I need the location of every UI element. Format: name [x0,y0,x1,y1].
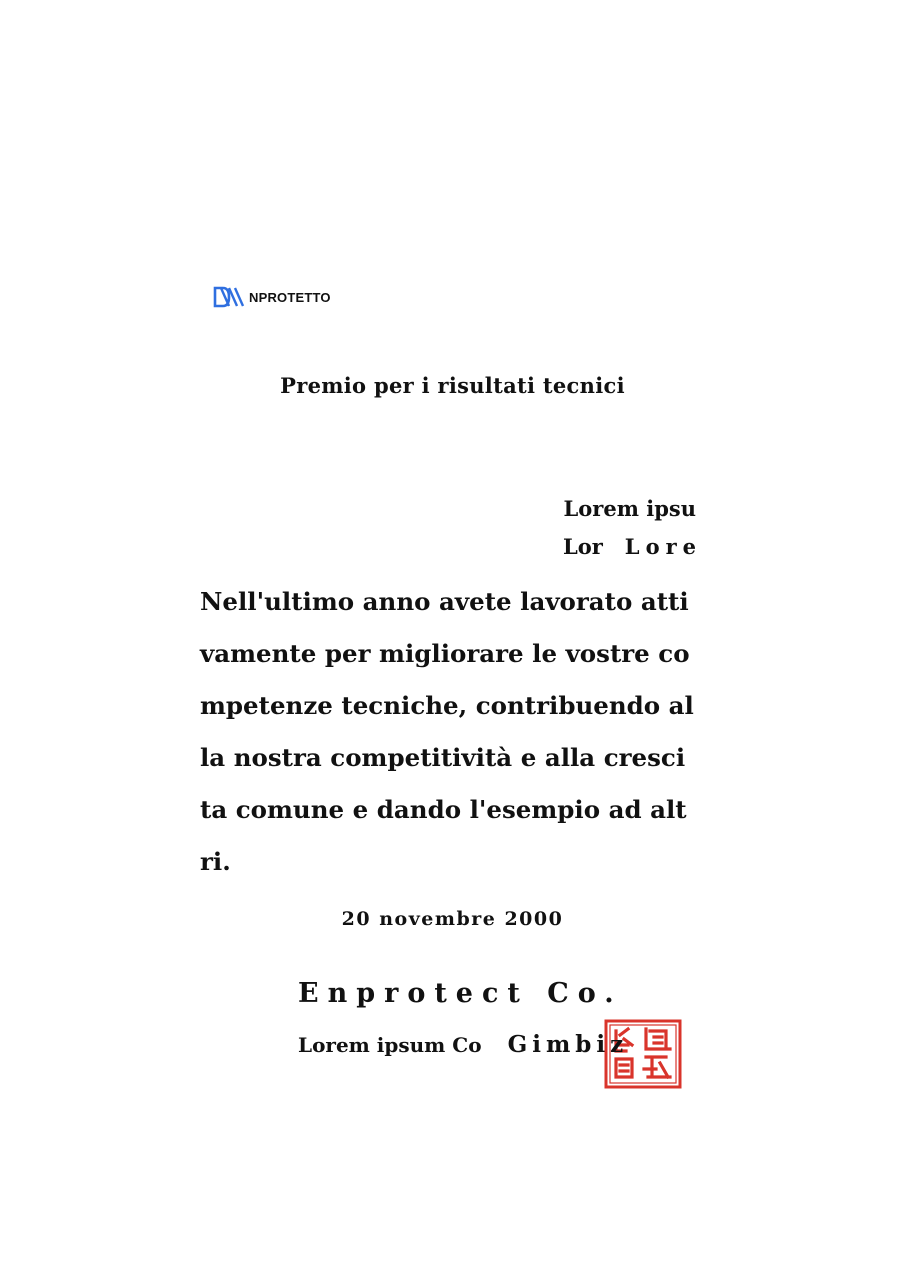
company-logo [213,286,331,308]
signature-line [298,1031,628,1058]
certificate-body [200,576,705,888]
body-line: ri. [200,847,231,876]
signer-title: Lorem ipsum Co [298,1033,482,1057]
certificate-title: Premio per i risultati tecnici [280,373,625,398]
award-date: 20 novembre 2000 [341,908,564,930]
signer-name: Gimbiz [507,1031,629,1058]
body-line: mpetenze tecniche, contribuendo al [200,691,694,720]
recipient-block [562,490,702,566]
body-line: Nell'ultimo anno avete lavorato atti [200,587,689,616]
body-line: la nostra competitività e alla cresci [200,743,686,772]
recipient-line-2-first: Lor [562,534,603,559]
recipient-line-2-second: Lore [624,534,702,559]
enprotect-logo-icon [213,286,245,308]
logo-text: NPROTETTO [249,289,331,305]
body-line: ta comune e dando l'esempio ad alt [200,795,687,824]
recipient-line-2 [562,528,702,566]
body-line: vamente per migliorare le vostre co [200,639,690,668]
recipient-line-1: Lorem ipsu [563,496,696,521]
company-name: Enprotect Co. [298,978,623,1009]
